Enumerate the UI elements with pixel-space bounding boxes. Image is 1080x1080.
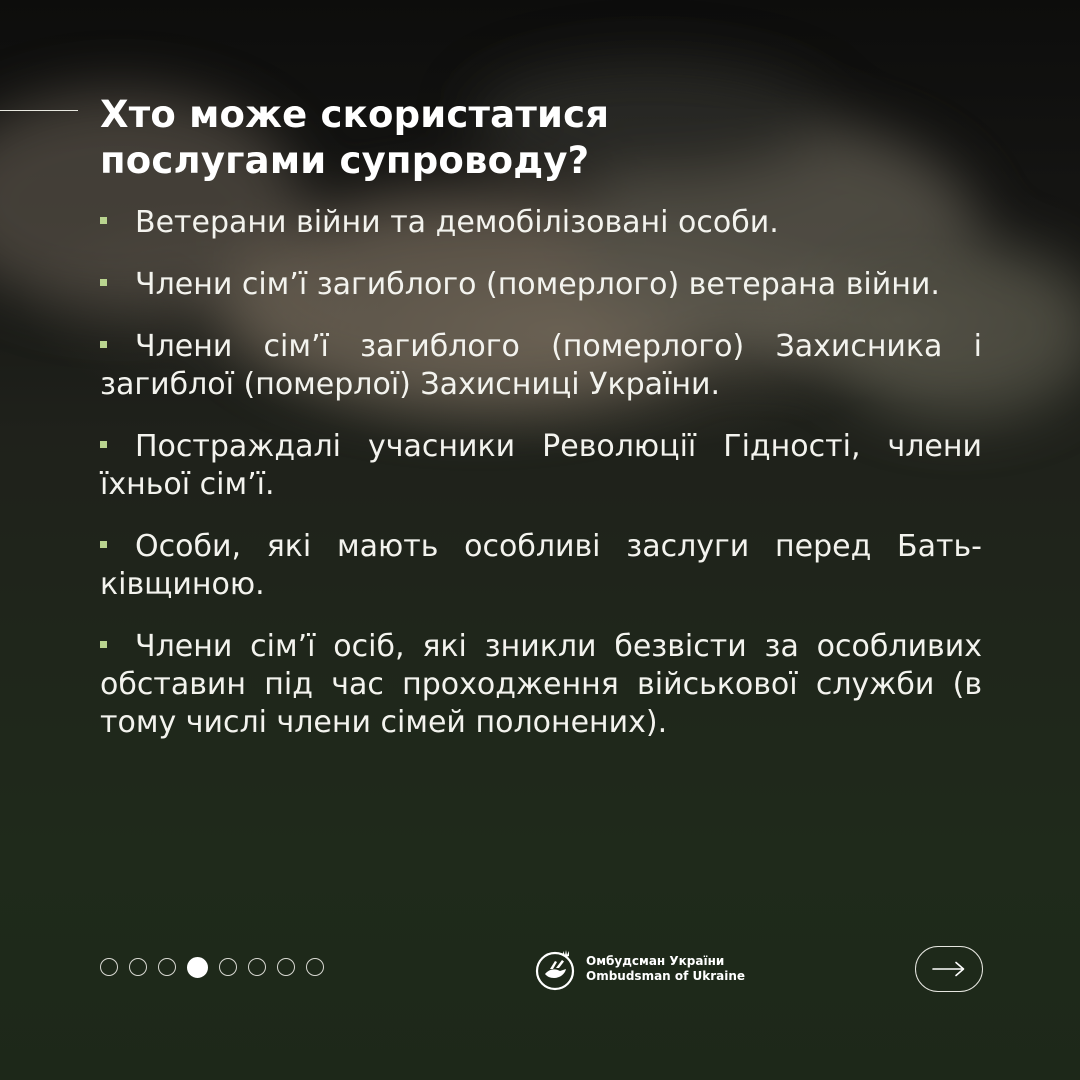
list-item — [100, 428, 982, 504]
pagination-dot[interactable] — [248, 958, 266, 976]
eligibility-list — [100, 204, 982, 766]
logo-line-ukrainian: Омбудсман України — [586, 954, 725, 968]
list-item — [100, 204, 982, 242]
list-item — [100, 528, 982, 604]
title-line-1: Хто може скористатися — [100, 93, 610, 136]
bullet-icon — [100, 541, 107, 548]
bullet-icon — [100, 217, 107, 224]
bullet-icon — [100, 279, 107, 286]
arrow-right-icon — [932, 961, 966, 977]
pagination-dot-active[interactable] — [187, 957, 208, 978]
ombudsman-emblem-icon — [533, 947, 577, 991]
logo-text — [586, 954, 745, 984]
list-item-text: Ветерани війни та демобілізовані особи. — [135, 205, 779, 240]
bullet-icon — [100, 441, 107, 448]
list-item — [100, 328, 982, 404]
pagination-dot[interactable] — [100, 958, 118, 976]
list-item-text: Члени сім’ї осіб, які зникли безвісти за особливих обставин під час проходження військової служби (в тому числі члени сімей полонених). — [100, 629, 982, 740]
list-item — [100, 628, 982, 742]
list-item-text: Члени сім’ї загиблого (померлого) Захисника і загиблої (померлої) Захисниці України. — [100, 329, 982, 402]
pagination-dot[interactable] — [277, 958, 295, 976]
accent-line — [0, 110, 78, 111]
pagination-dot[interactable] — [219, 958, 237, 976]
list-item-text: Члени сім’ї загиблого (померлого) ветерана війни. — [135, 267, 940, 302]
list-item-text: Особи, які мають особливі заслуги перед Батьківщиною. — [100, 529, 982, 602]
page-title — [100, 92, 980, 184]
list-item-text: Постраждалі учасники Революції Гідності, члени їхньої сім’ї. — [100, 429, 982, 502]
logo-line-english: Ombudsman of Ukraine — [586, 969, 746, 983]
next-button[interactable] — [915, 946, 983, 992]
bullet-icon — [100, 641, 107, 648]
pagination-dot[interactable] — [158, 958, 176, 976]
ombudsman-logo — [533, 946, 745, 992]
bullet-icon — [100, 341, 107, 348]
pagination-dot[interactable] — [306, 958, 324, 976]
list-item — [100, 266, 982, 304]
pagination-dot[interactable] — [129, 958, 147, 976]
title-line-2: послугами супроводу? — [100, 139, 590, 182]
pagination-dots — [100, 958, 324, 980]
